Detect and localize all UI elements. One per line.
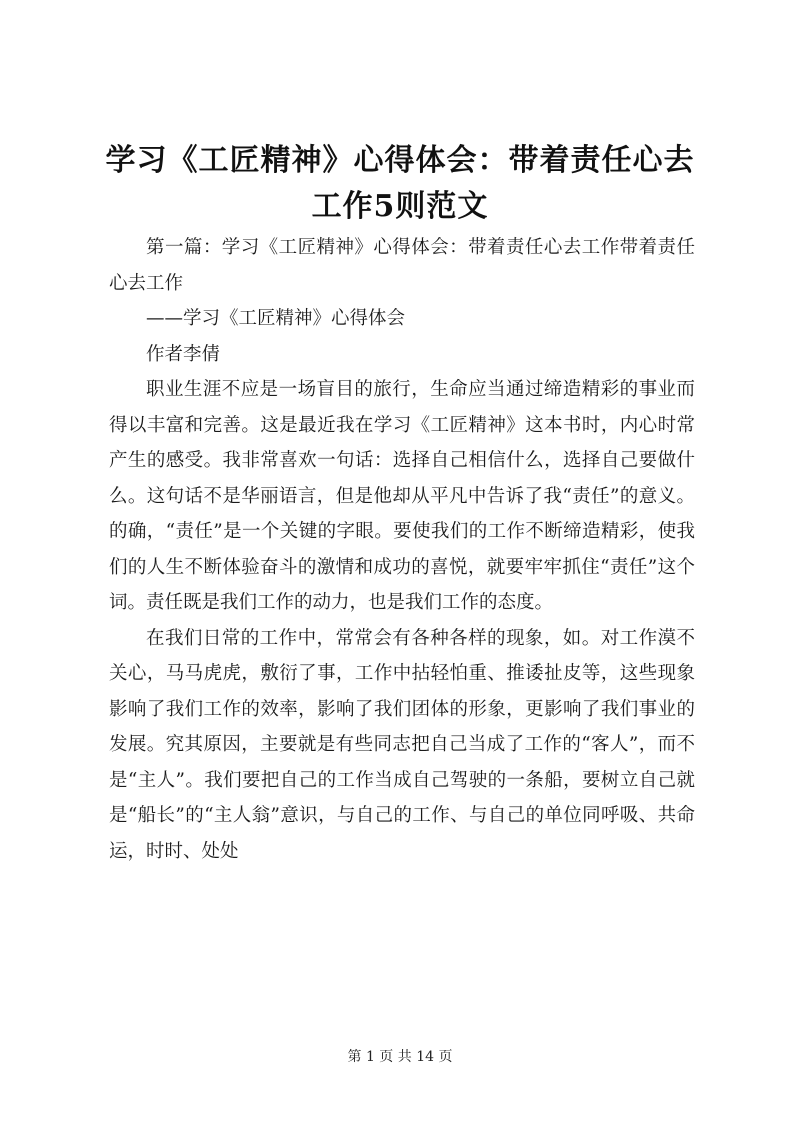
paragraph-subtitle: 第一篇：学习《工匠精神》心得体会：带着责任心去工作带着责任心去工作 bbox=[109, 237, 695, 294]
paragraph-body-1: 职业生涯不应是一场盲目的旅行，生命应当通过缔造精彩的事业而得以丰富和完善。这是最近我在学习《工匠精神》这本书时，内心时常产生的感受。我非常喜欢一句话：选择自己相信什么，选择自己要做什么。这句话不是华丽语言，但是他却从平凡中告诉了我“责任”的意义。的确，“责任”是一个关键的字眼。要使我们的工作不断缔造精彩，使我们的人生不断体验奋斗的激情和成功的喜悦，就要牢牢抓住“责任”这个词。责任既是我们工作的动力，也是我们工作的态度。 bbox=[109, 379, 695, 613]
paragraph-body-2: 在我们日常的工作中，常常会有各种各样的现象，如。对工作漠不关心，马马虎虎，敷衍了事，工作中拈轻怕重、推诿扯皮等，这些现象影响了我们工作的效率，影响了我们团体的形象，更影响了我们事业的发展。究其原因，主要就是有些同志把自己当成了工作的“客人”，而不是“主人”。我们要把自己的工作当成自己驾驶的一条船，要树立自己就是“船长”的“主人翁”意识，与自己的工作、与自己的单位同呼吸、共命运，时时、处处 bbox=[109, 627, 695, 862]
paragraph-dash-subtitle: ——学习《工匠精神》心得体会 bbox=[146, 308, 406, 329]
paragraph-author: 作者李倩 bbox=[146, 343, 221, 365]
document-body bbox=[109, 230, 695, 869]
page-footer: 第 1 页 共 14 页 bbox=[347, 1049, 453, 1065]
document-title: 学习《工匠精神》心得体会：带着责任心去工作5则范文 bbox=[105, 143, 695, 224]
